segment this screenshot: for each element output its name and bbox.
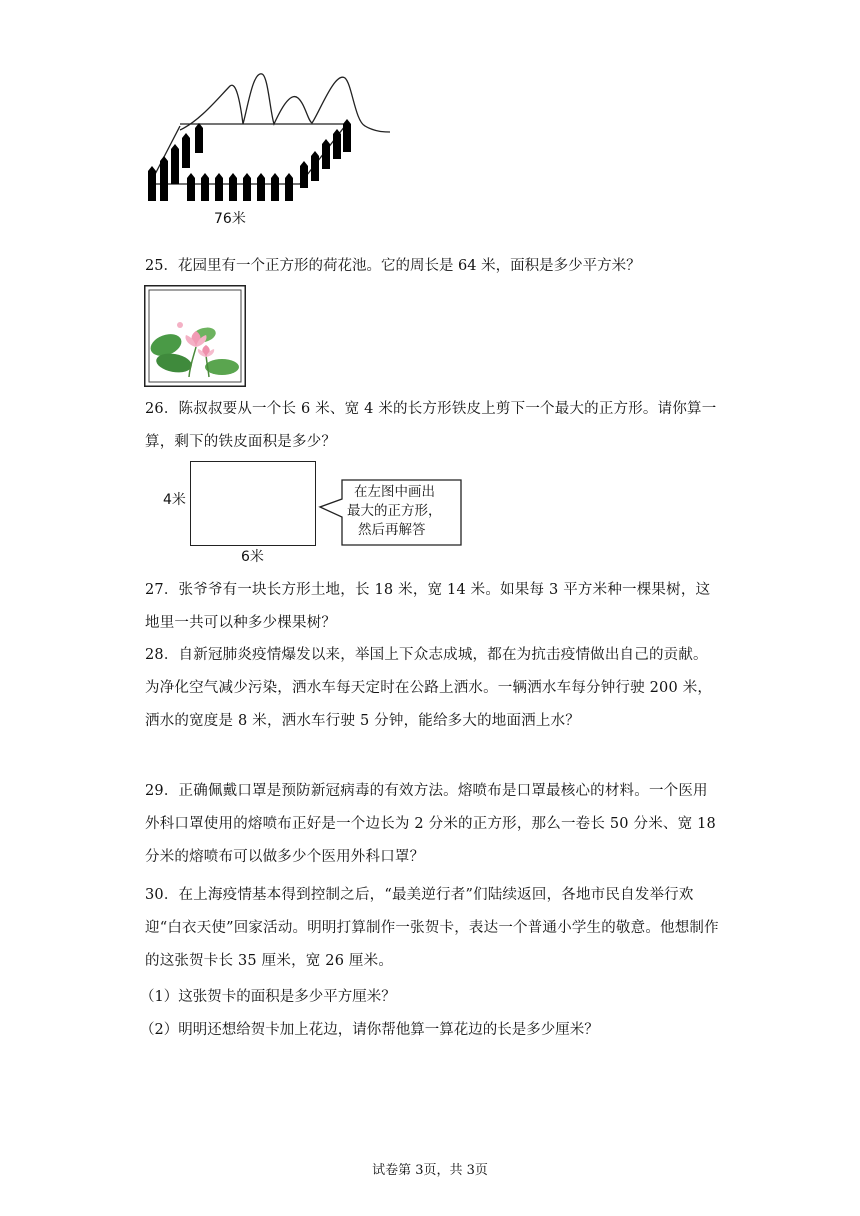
fence-mountain-figure	[140, 66, 400, 236]
rect-length-label: 6米	[241, 549, 264, 565]
mountain-outline	[180, 74, 390, 132]
rect-width-label: 4米	[163, 492, 186, 508]
lotus-pond-image	[144, 285, 246, 387]
question-30-part-1: （1）这张贺卡的面积是多少平方厘米？	[140, 989, 396, 1005]
question-30-part-2: （2）明明还想给贺卡加上花边，请你帮他算一算花边的长是多少厘米？	[140, 1022, 599, 1038]
question-29: 29．正确佩戴口罩是预防新冠病毒的有效方法。熔喷布是口罩最核心的材料。一个医用外科口罩使用的熔喷布正好是一个边长为 2 分米的正方形，那么一卷长 50 分米、宽 18 分米的熔喷布可以做多少个医用外科口罩？	[145, 783, 716, 865]
question-26: 26．陈叔叔要从一个长 6 米、宽 4 米的长方形铁皮上剪下一个最大的正方形。请你算一算，剩下的铁皮面积是多少？	[145, 401, 717, 450]
page-footer: 试卷第 3页，共 3页	[372, 1163, 488, 1178]
question-30: 30．在上海疫情基本得到控制之后，“最美逆行者”们陆续返回，各地市民自发举行欢迎“白衣天使”回家活动。明明打算制作一张贺卡，表达一个普通小学生的敬意。他想制作的这张贺卡长 35 厘米，宽 26 厘米。	[145, 887, 719, 969]
question-25: 25．花园里有一个正方形的荷花池。它的周长是 64 米，面积是多少平方米？	[145, 258, 641, 274]
iron-sheet-rectangle	[190, 461, 316, 546]
bubble-line-3: 然后再解答	[358, 522, 426, 538]
fence-length-label: 76米	[214, 211, 246, 227]
question-28: 28．自新冠肺炎疫情爆发以来，举国上下众志成城，都在为抗击疫情做出自己的贡献。为净化空气减少污染，洒水车每天定时在公路上洒水。一辆洒水车每分钟行驶 200 米，洒水的宽度是 8 米，洒水车行驶 5 分钟，能给多大的地面洒上水？	[145, 647, 713, 729]
bubble-line-1: 在左图中画出	[354, 484, 435, 500]
question-27: 27．张爷爷有一块长方形土地，长 18 米，宽 14 米。如果每 3 平方米种一棵果树，这地里一共可以种多少棵果树？	[145, 582, 711, 631]
bubble-line-2: 最大的正方形，	[347, 503, 442, 519]
